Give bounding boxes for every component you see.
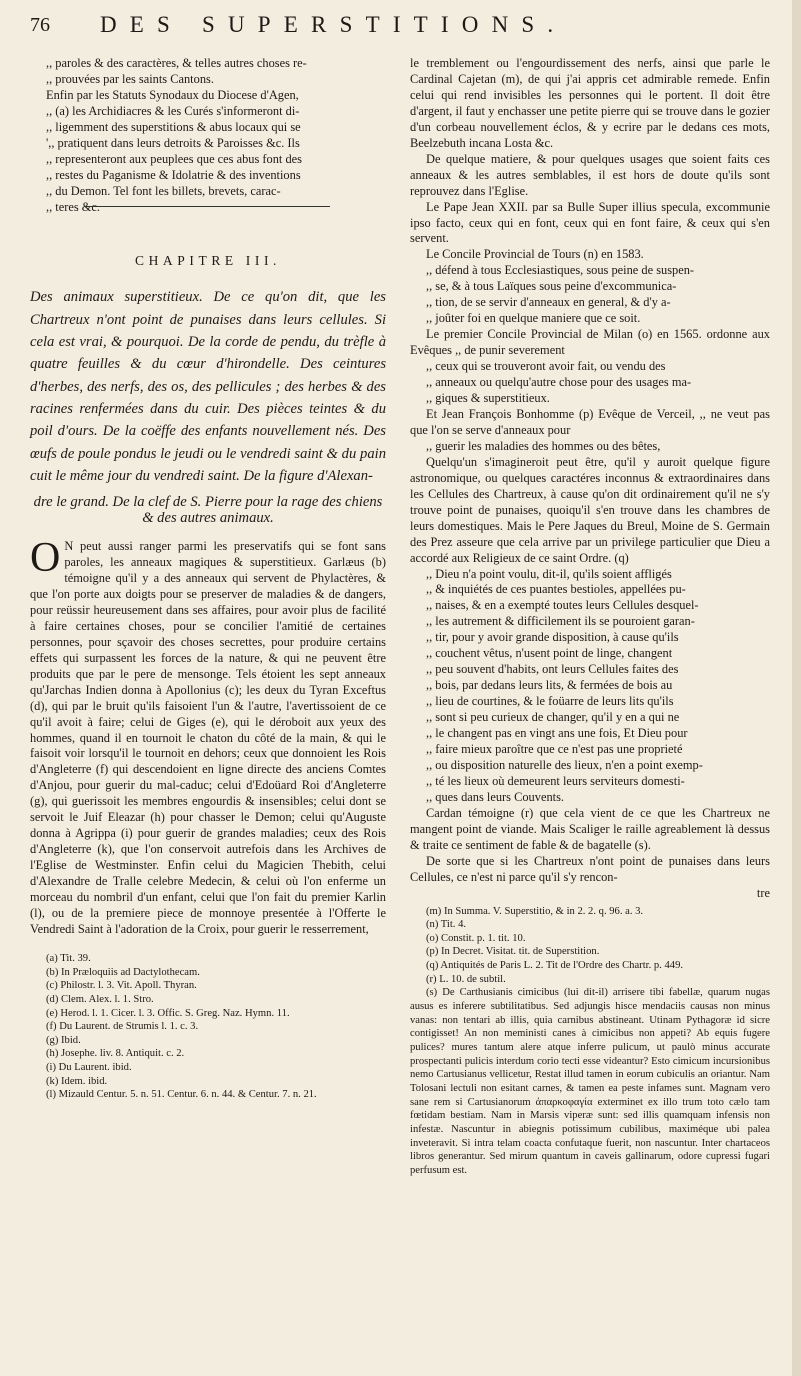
footnote: (o) Constit. p. 1. tit. 10. bbox=[426, 932, 526, 944]
paragraph: Et Jean François Bonhomme (p) Evêque de Verceil, ,, ne veut pas que l'on se serve d'anneaux pour bbox=[410, 406, 770, 437]
footnote: (p) In Decret. Visitat. tit. de Superstition. bbox=[426, 946, 600, 958]
quote-line: ,, giques & superstitieux. bbox=[426, 391, 550, 406]
quote-line: ,, prouvées par les saints Cantons. bbox=[46, 71, 214, 86]
right-footnotes bbox=[410, 905, 770, 1178]
chapter-heading: CHAPITRE III. bbox=[134, 252, 282, 268]
page-header bbox=[30, 12, 770, 44]
left-column bbox=[30, 56, 386, 1102]
quote-line: ,, ceux qui se trouveront avoir fait, ou vendu des bbox=[426, 359, 666, 374]
footnote: (q) Antiquités de Paris L. 2. Tit de l'Ordre des Chartr. p. 449. bbox=[426, 960, 684, 972]
footnote: (a) Tit. 39. bbox=[46, 952, 91, 964]
footnote: (s) De Carthusianis cimicibus (lui dit-il) arrisere tibi fabellæ, quarum nugas ausus es inferere subtilitatibus. Sed adjungis hisce mendaciis causas non minus vanas: non tentari ab illis, quia carnibus abstineant. Utinam Pythagoræ id sicre contigisset! An non meministi canes à cimicibus non appeti? Ab equis fugere pulices? mures tantum alere atque inferre pulicum, ut paulò minus accurate prospectanti pulicis interdum corio tecti esse videantur? Esto cimicum incursionibus nemo Cartusianus vellicetur, Restat illud tamen in eorum cubiculis an oriantur. Nam Tolosani lectuli non esitant carnes, & tamen ea peste infames sunt. Magnam vero sane rem si Cartusianorum ἀπαρκοφαγία exterminet ex illo trum toto cælo tam fœtidam bestiam. Nam in Marsis viperæ sunt: sed illis quamquam infensis non infestæ. Nascuntur in abiegnis potissimum cubilibus, maximéque ubi palea inveteravit. Si intra telam coacta confutaque fuerit, non nascuntur. Inter chartaceos libros generantur. Sed mirum quantum in caveis gallinarum, odore cupressi fugari perfusum est. bbox=[410, 987, 770, 1176]
quote-line: ,, sont si peu curieux de changer, qu'il y en a qui ne bbox=[426, 710, 680, 725]
quote-line: ,, se, & à tous Laïques sous peine d'excommunica- bbox=[426, 279, 677, 294]
quote-line: ,, Dieu n'a point voulu, dit-il, qu'ils soient affligés bbox=[426, 566, 672, 581]
quote-line: ,, teres &c. bbox=[46, 199, 101, 214]
paragraph: Enfin par les Statuts Synodaux du Diocese d'Agen, bbox=[46, 87, 299, 102]
quote-line: ,, bois, par dedans leurs lits, & fermées de bois au bbox=[426, 678, 673, 693]
chapter-summary: Des animaux superstitieux. De ce qu'on dit, que les Chartreux n'ont point de punaises dans leurs cellules. Si cela est vrai, & pourquoi. De la corde de pendu, du trèfle à quatre feuilles & du cœur d'hirondelle. Des ceintures d'herbes, des nerfs, des os, des pellicules ; des herbes & des racines renfermées dans du cuir. Des pièces teintes & du poil d'ours. De la coëffe des enfants nouvellement nés. Des œufs de poule pondus le jeudi ou le vendredi saint & du pain cuit le même jour du vendredi saint. De la figure d'Alexan- bbox=[30, 289, 386, 484]
left-footnotes bbox=[30, 952, 386, 1102]
chapter-summary-end: dre le grand. De la clef de S. Pierre pour la rage des chiens & des autres animaux. bbox=[33, 494, 383, 527]
quote-line: ,, té les lieux où demeurent leurs serviteurs domesti- bbox=[426, 773, 685, 788]
quote-line: ,, representeront aux peuplees que ces abus font des bbox=[46, 151, 302, 166]
footnote: (d) Clem. Alex. l. 1. Stro. bbox=[46, 993, 154, 1005]
paragraph: De sorte que si les Chartreux n'ont point de punaises dans leurs Cellules, ce n'est ni parce qu'il s'y rencon- bbox=[410, 853, 770, 884]
paragraph: Le Concile Provincial de Tours (n) en 1583. bbox=[426, 247, 644, 262]
quote-line: ,, ligemment des superstitions & abus locaux qui se bbox=[46, 119, 301, 134]
quote-line: ,, ques dans leurs Couvents. bbox=[426, 789, 565, 804]
paragraph: De quelque matiere, & pour quelques usages que soient faits ces anneaux & les autres semblables, il est hors de doute qu'ils sont reprouvez dans l'Eglise. bbox=[410, 151, 770, 198]
quote-line: ,, faire mieux paroître que ce n'est pas une proprieté bbox=[426, 741, 683, 756]
footnote: (f) Du Laurent. de Strumis l. 1. c. 3. bbox=[46, 1021, 199, 1033]
quote-line: ',, pratiquent dans leurs detroits & Paroisses &c. Ils bbox=[46, 135, 300, 150]
quote-line: ,, guerir les maladies des hommes ou des bêtes, bbox=[426, 438, 661, 453]
footnote: (l) Mizauld Centur. 5. n. 51. Centur. 6. n. 44. & Centur. 7. n. 21. bbox=[46, 1089, 317, 1101]
footnote: (n) Tit. 4. bbox=[426, 919, 467, 931]
quote-line: ,, restes du Paganisme & Idolatrie & des inventions bbox=[46, 167, 301, 182]
quote-line: ,, paroles & des caractères, & telles autres choses re- bbox=[46, 56, 307, 70]
quote-line: ,, les autrement & difficilement ils se pouroient garan- bbox=[426, 614, 695, 629]
chapter-rule bbox=[86, 206, 330, 207]
paragraph: Le premier Concile Provincial de Milan (o) en 1565. ordonne aux Evêques ,, de punir severement bbox=[410, 327, 770, 358]
page-number: 76 bbox=[30, 14, 50, 36]
footnote: (h) Josephe. liv. 8. Antiquit. c. 2. bbox=[46, 1048, 185, 1060]
quote-line: ,, lieu de courtines, & le foüarre de leurs lits qu'ils bbox=[426, 694, 674, 709]
paragraph: Cardan témoigne (r) que cela vient de ce que les Chartreux ne mangent point de viande. Mais Scaliger le raille agreablement là dessus & traite ce sentiment de fable & de bagatelle (s). bbox=[410, 805, 770, 852]
paragraph: Le Pape Jean XXII. par sa Bulle Super illius specula, excommunie ipso facto, ceux qui en font, ceux qui en font faire, & ceux qui s'en servent. bbox=[410, 199, 770, 246]
footnote: (i) Du Laurent. ibid. bbox=[46, 1062, 132, 1074]
quote-line: ,, tion, de se servir d'anneaux en general, & d'y a- bbox=[426, 295, 671, 310]
quote-line: ,, le changent pas en vingt ans une fois, Et Dieu pour bbox=[426, 726, 688, 741]
quote-line: ,, joûter foi en quelque maniere que ce soit. bbox=[426, 311, 641, 326]
footnote: (e) Herod. l. 1. Cicer. l. 3. Offic. S. Greg. Naz. Hymn. 11. bbox=[46, 1007, 290, 1019]
running-head: DES SUPERSTITIONS. bbox=[100, 12, 567, 37]
body-paragraph bbox=[30, 535, 386, 938]
footnote: (b) In Præloquiis ad Dactylothecam. bbox=[46, 966, 200, 978]
catchword: tre bbox=[756, 885, 770, 900]
right-column bbox=[410, 56, 770, 1178]
quote-line: ,, couchent vêtus, n'usent point de linge, changent bbox=[426, 646, 673, 661]
footnote: (k) Idem. ibid. bbox=[46, 1075, 108, 1087]
body-text: N peut aussi ranger parmi les preservatifs qui se font sans paroles, les anneaux magiques & superstitieux. Garlæus (b) témoigne qu'il y a des anneaux qui servent de Phylactères, & que l'on porte aux doigts pour se preserver de maladies & de dangers, pour reüssir heureusement dans ses affaires, pour avoir plus de facilité à faire certaines choses, pour se concilier l'amitié de certaines personnes, pour sçavoir des choses secrettes, pour produire certains effets qui surpassent les forces de la nature, & qui ne peuvent être produits que par le pere de mensonge. Tels étoient les sept anneaux qu'Jarchas Indien donna à Apollonius (c); les deux du Tyran Exceftus (d), qui par le bruit qu'ils faisoient l'un & l'autre, l'avertissoient de ce qu'il avoit à faire; celui de Giges (e), qui le déroboit aux yeux des hommes, quand il en tournoit le chaton du côté de la main, & qui le faisoit voir lorsqu'il le tournoit en dehors; ceux que donnoient les Rois d'Angleterre (f) qui descendoient en ligne directe des anciens Comtes d'Anjou, pour guerir du mal-caduc; celui d'Edoüard Roi d'Angleterre (g), qui guerissoit les membres engourdis & insensibles; celui dont se servoit le Juif Eleazar (h) pour chasser le Demon; celui qu'Auguste donna à Agrippa (i) pour guerir de grandes maladies; ceux des Rois d'Angleterre (k), que l'on conservoit autrefois dans les Archives de l'Eglise de Westminster. Enfin celui du Magicien Thebith, celui d'Alexandre de Tralle celebre Medecin, & celui où l'on enferme un morceau du nombril d'un enfant, celui que l'on fait du premier Karlin (l), ou de la premiere piece de monnoye presentée à l'Offerte le Vendredi Saint à l'adoration de la Croix, pour guerir le resserrement, bbox=[30, 539, 386, 936]
quote-line: ,, (a) les Archidiacres & les Curés s'informeront di- bbox=[46, 103, 300, 118]
drop-cap: O bbox=[30, 535, 61, 582]
quote-line: ,, ou disposition naturelle des lieux, n'en a point exemp- bbox=[426, 757, 703, 772]
quote-line: ,, & inquiétés de ces puantes bestioles, appellées pu- bbox=[426, 582, 686, 597]
paragraph: Quelqu'un s'imagineroit peut être, qu'il y auroit quelque figure astronomique, ou quelques caractéres inconnus & extraordinaires dans les Cellules des Chartreux, à cause qu'on dit ordinairement qu'il ne s'y trouve point de punaises, quoiqu'il s'en trouve dans les chambres de leurs domestiques. Mais le Pere Jaques du Breul, Moine de S. Germain des Prez asseure que cela arrive par un privilege particulier que Dieu a accordé aux Religieux de ce saint Ordre. (q) bbox=[410, 454, 770, 565]
quote-line: ,, naises, & en a exempté toutes leurs Cellules desquel- bbox=[426, 598, 699, 613]
footnote: (m) In Summa. V. Superstitio, & in 2. 2. q. 96. a. 3. bbox=[426, 905, 644, 917]
quote-line: ,, peu souvent d'habits, ont leurs Cellules faites des bbox=[426, 662, 679, 677]
quote-line: ,, anneaux ou quelqu'autre chose pour des usages ma- bbox=[426, 375, 692, 390]
footnote: (c) Philostr. l. 3. Vit. Apoll. Thyran. bbox=[46, 980, 197, 992]
paragraph: le tremblement ou l'engourdissement des nerfs, ainsi que parle le Cardinal Cajetan (m), de qui j'ai appris cet admirable remede. Enfin celui qui rend invisibles les personnes qui le portent. Il doit être d'argent, il faut y enchasser une petite pierre qui se trouve dans le gozier d'un corbeau nouvellement éclos, & y ecrire par le dedans ces mots, Beelzebuth incana Losta &c. bbox=[410, 56, 770, 150]
quote-line: ,, tir, pour y avoir grande disposition, à cause qu'ils bbox=[426, 630, 679, 645]
footnote: (r) L. 10. de subtil. bbox=[426, 973, 506, 985]
page-edge bbox=[792, 0, 801, 1376]
quote-line: ,, défend à tous Ecclesiastiques, sous peine de suspen- bbox=[426, 263, 695, 278]
quote-line: ,, du Demon. Tel font les billets, brevets, carac- bbox=[46, 183, 281, 198]
footnote: (g) Ibid. bbox=[46, 1034, 81, 1046]
